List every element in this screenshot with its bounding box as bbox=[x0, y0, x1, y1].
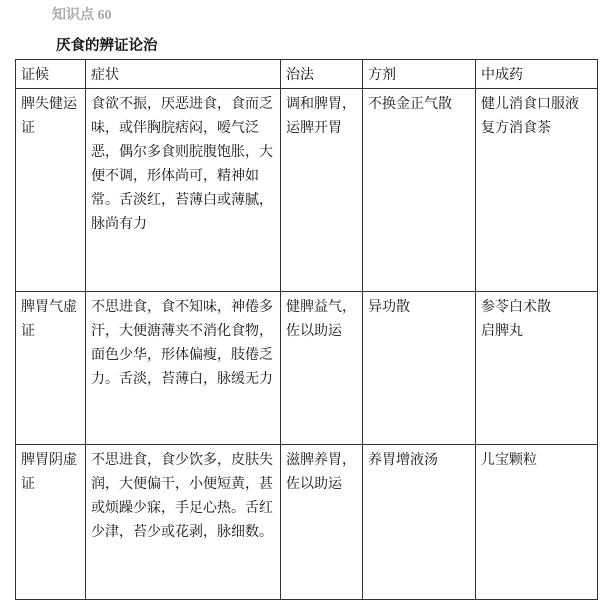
treatment-cell: 健脾益气，佐以助运 bbox=[281, 292, 363, 445]
symptoms-cell: 食欲不振，厌恶进食，食而乏味，或伴胸脘痞闷，嗳气泛恶，偶尔多食则脘腹饱胀，大便不调，形体尚可，精神如常。舌淡红，苔薄白或薄腻，脉尚有力 bbox=[86, 89, 281, 292]
patent-medicine-cell bbox=[476, 292, 598, 445]
table-row bbox=[16, 89, 598, 292]
patent-medicine-cell bbox=[476, 445, 598, 600]
patent-medicine-item: 健儿消食口服液 bbox=[481, 96, 579, 112]
symptoms-cell: 不思进食，食不知味，神倦多汗，大便溏薄夹不消化食物，面色少华，形体偏瘦，肢倦乏力。舌淡，苔薄白，脉缓无力 bbox=[86, 292, 281, 445]
syndrome-cell: 脾失健运证 bbox=[16, 89, 86, 292]
patent-medicine-item: 参苓白术散 bbox=[481, 299, 551, 315]
patent-medicine-item: 儿宝颗粒 bbox=[481, 452, 537, 468]
symptoms-cell: 不思进食，食少饮多，皮肤失润，大便偏干，小便短黄，甚或烦躁少寐，手足心热。舌红少津，苔少或花剥，脉细数。 bbox=[86, 445, 281, 600]
column-header-patent-medicine: 中成药 bbox=[476, 60, 598, 89]
table-header-row bbox=[16, 60, 598, 89]
table-row bbox=[16, 445, 598, 600]
column-header-treatment: 治法 bbox=[281, 60, 363, 89]
treatment-cell: 调和脾胃，运脾开胃 bbox=[281, 89, 363, 292]
syndrome-cell: 脾胃气虚证 bbox=[16, 292, 86, 445]
syndrome-cell: 脾胃阴虚证 bbox=[16, 445, 86, 600]
patent-medicine-item: 复方消食茶 bbox=[481, 120, 551, 136]
patent-medicine-item: 启脾丸 bbox=[481, 323, 523, 339]
column-header-formula: 方剂 bbox=[363, 60, 476, 89]
section-title: 厌食的辨证论治 bbox=[56, 37, 158, 54]
treatment-cell: 滋脾养胃，佐以助运 bbox=[281, 445, 363, 600]
table-row bbox=[16, 292, 598, 445]
column-header-syndrome: 证候 bbox=[16, 60, 86, 89]
column-header-symptoms: 症状 bbox=[86, 60, 281, 89]
patent-medicine-cell bbox=[476, 89, 598, 292]
syndrome-treatment-table bbox=[15, 59, 598, 600]
formula-cell: 不换金正气散 bbox=[363, 89, 476, 292]
formula-cell: 异功散 bbox=[363, 292, 476, 445]
knowledge-point-label: 知识点 60 bbox=[52, 8, 112, 23]
formula-cell: 养胃增液汤 bbox=[363, 445, 476, 600]
